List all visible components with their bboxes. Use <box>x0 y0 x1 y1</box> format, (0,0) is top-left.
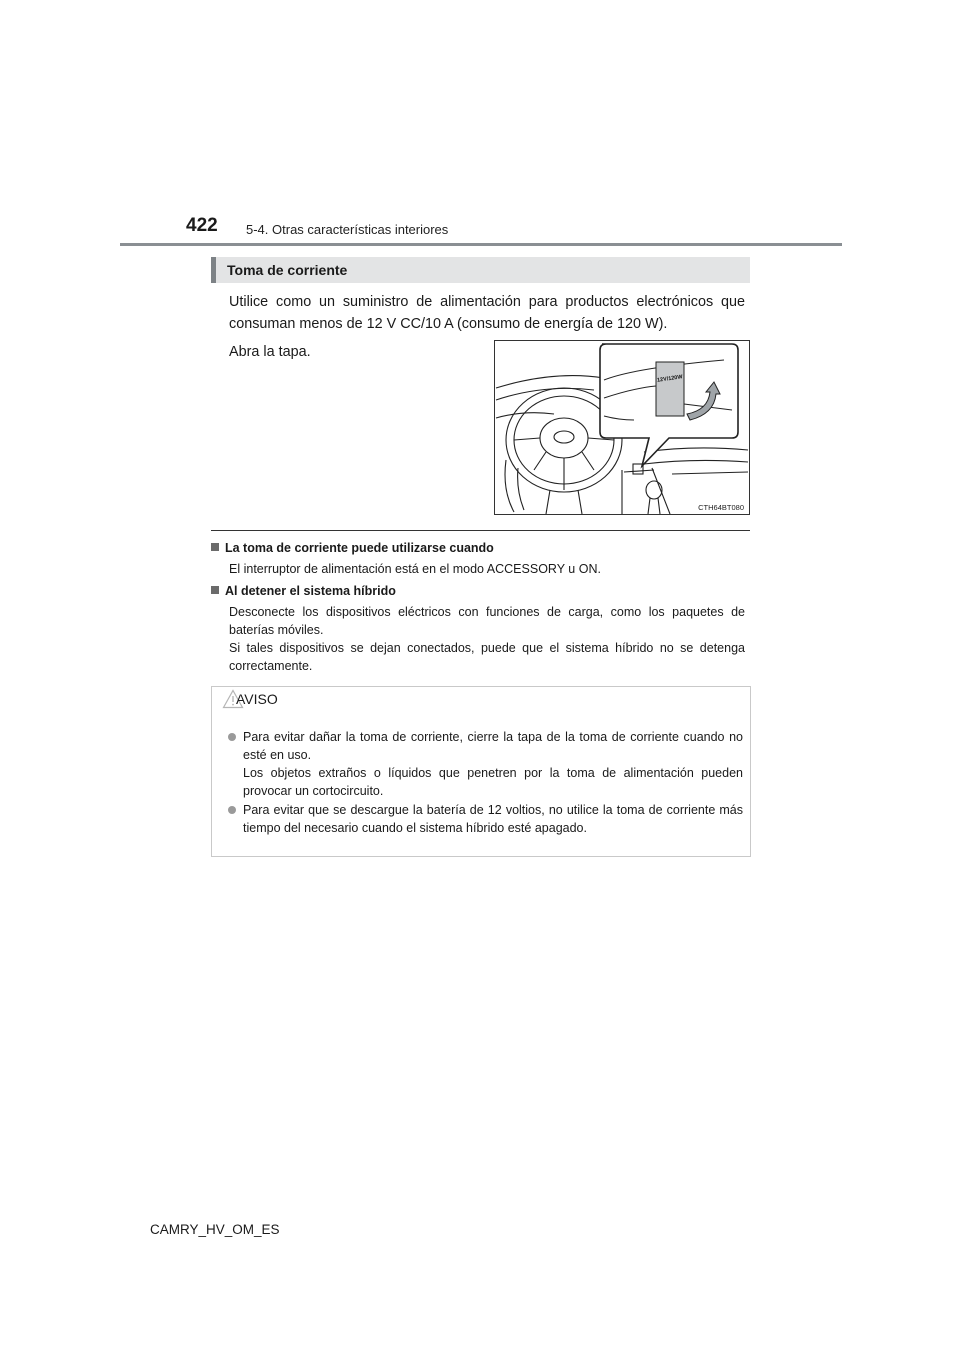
page-number: 422 <box>186 215 218 236</box>
square-bullet-icon <box>211 543 219 551</box>
warning-title: AVISO <box>236 691 278 707</box>
figure-code: CTH64BT080 <box>698 503 744 512</box>
bullet-icon <box>228 806 236 814</box>
note-body <box>229 603 745 675</box>
note-paragraph: El interruptor de alimentación está en el modo ACCESSORY u ON. <box>229 562 601 576</box>
note-heading-text: La toma de corriente puede utilizarse cuando <box>225 541 494 555</box>
warning-paragraph: Los objetos extraños o líquidos que penetren por la toma de alimentación pueden provocar un cortocircuito. <box>243 766 743 798</box>
section-separator <box>211 530 750 531</box>
warning-item <box>243 801 743 837</box>
warning-paragraph: Para evitar dañar la toma de corriente, cierre la tapa de la toma de corriente cuando no esté en uso. <box>243 730 743 762</box>
power-outlet-illustration <box>494 340 750 515</box>
topic-heading: Toma de corriente <box>227 262 348 278</box>
warning-item <box>243 728 743 800</box>
note-body <box>229 560 745 578</box>
header-rule <box>120 243 842 246</box>
warning-paragraph: Para evitar que se descargue la batería de 12 voltios, no utilice la toma de corriente más tiempo del necesario cuando el sistema híbrido esté apagado. <box>243 803 743 835</box>
topic-heading-accent <box>211 257 216 283</box>
square-bullet-icon <box>211 586 219 594</box>
note-heading-text: Al detener el sistema híbrido <box>225 584 396 598</box>
intro-paragraph: Utilice como un suministro de alimentación para productos electrónicos que consuman menos de 12 V CC/10 A (consumo de energía de 120 W). <box>229 294 745 332</box>
note-paragraph: Si tales dispositivos se dejan conectados, puede que el sistema híbrido no se detenga correctamente. <box>229 641 745 673</box>
section-title: 5-4. Otras características interiores <box>246 222 449 237</box>
step-instruction: Abra la tapa. <box>229 344 311 360</box>
note-heading <box>211 541 494 555</box>
topic-heading-bar <box>211 257 750 283</box>
document-code: CAMRY_HV_OM_ES <box>150 1222 280 1237</box>
note-heading <box>211 584 396 598</box>
note-paragraph: Desconecte los dispositivos eléctricos con funciones de carga, como los paquetes de baterías móviles. <box>229 605 745 637</box>
outlet-label: 12V/120W <box>656 374 683 384</box>
bullet-icon <box>228 733 236 741</box>
